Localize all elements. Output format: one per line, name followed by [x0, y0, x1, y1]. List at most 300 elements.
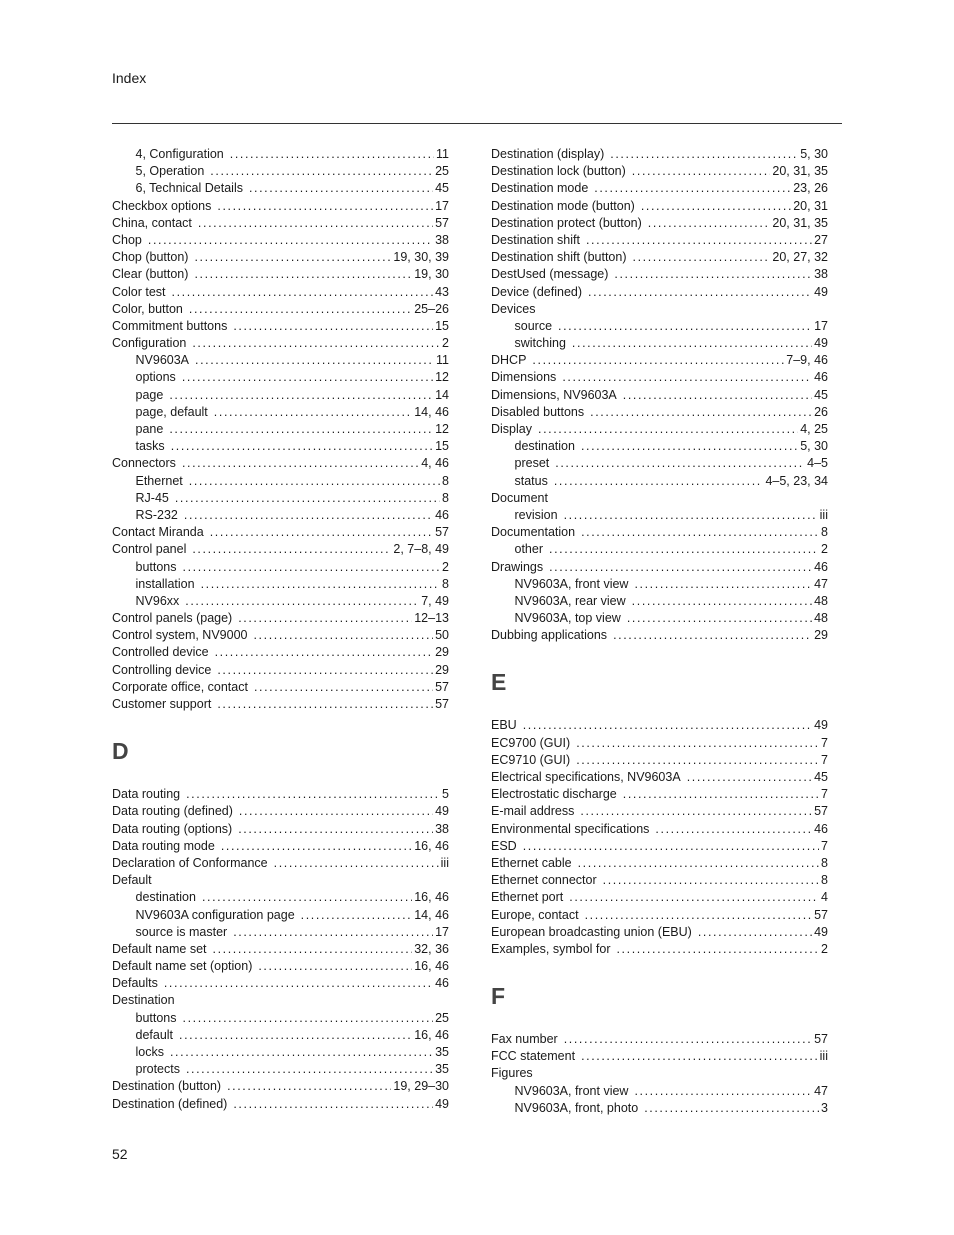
dot-leader — [171, 438, 433, 455]
index-column-left — [112, 146, 449, 1113]
index-term: Destination (button) — [112, 1079, 222, 1094]
index-term: Destination mode (button) — [491, 198, 635, 213]
dot-leader — [698, 924, 812, 941]
dot-leader — [182, 455, 419, 472]
index-entry — [491, 163, 828, 180]
index-entry — [112, 975, 449, 992]
dot-leader — [183, 559, 441, 576]
index-entry — [112, 610, 449, 627]
index-subentry — [112, 559, 449, 576]
page-references: 16, 46 — [414, 890, 449, 905]
index-term: Control panels (page) — [112, 611, 233, 626]
index-subentry — [112, 1061, 449, 1078]
page-references: 46 — [814, 821, 828, 836]
index-term: Declaration of Conformance — [112, 855, 268, 870]
page-references: 57 — [435, 525, 449, 540]
page-references: 2 — [821, 542, 828, 557]
dot-leader — [549, 541, 819, 558]
index-term: locks — [135, 1045, 164, 1059]
page-references: 43 — [435, 284, 449, 299]
index-subentry — [491, 507, 828, 524]
dot-leader — [182, 369, 433, 386]
index-entry — [112, 1096, 449, 1113]
dot-leader — [648, 215, 771, 232]
page-references: 15 — [435, 439, 449, 454]
index-term: EC9700 (GUI) — [491, 735, 571, 750]
page-references: 35 — [435, 1045, 449, 1059]
page-references: 16, 46 — [414, 1027, 449, 1042]
page-references: 45 — [814, 770, 828, 784]
index-term: Customer support — [112, 697, 212, 711]
index-entry — [112, 301, 449, 318]
dot-leader — [169, 421, 433, 438]
page-references: 2 — [442, 559, 449, 574]
index-term: Data routing mode — [112, 838, 215, 853]
index-term: RJ-45 — [135, 490, 169, 505]
index-term: status — [514, 473, 548, 488]
index-term: Color, button — [112, 301, 183, 316]
index-term: Ethernet connector — [491, 873, 597, 888]
index-entry — [491, 404, 828, 421]
index-entry — [112, 786, 449, 803]
dot-leader — [238, 610, 412, 627]
index-subentry — [491, 335, 828, 352]
index-subentry — [491, 541, 828, 558]
dot-leader — [655, 821, 812, 838]
index-entry — [491, 180, 828, 197]
index-subentry — [112, 889, 449, 906]
page-references: 57 — [435, 215, 449, 230]
page-references: 3 — [821, 1100, 828, 1115]
index-term: NV9603A — [135, 353, 190, 368]
dot-leader — [198, 215, 433, 232]
index-term: Data routing — [112, 787, 181, 802]
dot-leader — [576, 752, 819, 769]
index-term: revision — [514, 507, 558, 522]
dot-leader — [632, 593, 812, 610]
index-entry — [112, 524, 449, 541]
dot-leader — [627, 610, 812, 627]
page-references: iii — [819, 507, 828, 522]
dot-leader — [189, 301, 412, 318]
dot-leader — [523, 838, 819, 855]
index-entry — [491, 627, 828, 644]
page-references: 19, 30 — [414, 267, 449, 282]
index-term: Examples, symbol for — [491, 941, 611, 956]
index-term: NV9603A configuration page — [135, 907, 295, 922]
dot-leader — [644, 1100, 819, 1117]
index-term: Destination (defined) — [112, 1096, 228, 1111]
index-entry — [491, 524, 828, 541]
index-entry — [112, 803, 449, 820]
index-entry — [491, 266, 828, 283]
index-term: NV9603A, front, photo — [514, 1100, 639, 1115]
index-entry — [112, 821, 449, 838]
dot-leader — [253, 627, 433, 644]
dot-leader — [594, 180, 791, 197]
index-subentry — [112, 576, 449, 593]
page-references: 47 — [814, 576, 828, 591]
dot-leader — [213, 941, 413, 958]
page-number: 52 — [112, 1146, 128, 1162]
page-references: 12 — [435, 422, 449, 436]
index-entry — [112, 627, 449, 644]
index-entry — [491, 198, 828, 215]
index-term: ESD — [491, 838, 517, 853]
index-entry — [112, 855, 449, 872]
index-entry — [491, 215, 828, 232]
dot-leader — [634, 1083, 812, 1100]
index-subentry — [112, 490, 449, 507]
page-references: 29 — [814, 628, 828, 643]
index-subentry — [491, 473, 828, 490]
page-references: 27 — [814, 232, 828, 247]
index-term: Destination protect (button) — [491, 215, 642, 230]
index-term: Connectors — [112, 456, 176, 471]
page-references: iii — [819, 1049, 828, 1064]
dot-leader — [202, 889, 412, 906]
page-references: 48 — [814, 593, 828, 608]
page-references: 38 — [435, 232, 449, 247]
dot-leader — [148, 232, 433, 249]
header-rule — [112, 123, 842, 124]
page-references: 25 — [435, 1010, 449, 1025]
index-term: E-mail address — [491, 804, 575, 819]
page-references: 8 — [821, 525, 828, 540]
index-term: Destination mode — [491, 181, 589, 196]
page-references: 17 — [435, 198, 449, 213]
index-term: Chop (button) — [112, 250, 189, 265]
index-subentry — [112, 1044, 449, 1061]
index-entry — [491, 735, 828, 752]
page-references: 7–9, 46 — [786, 353, 828, 368]
dot-leader — [249, 180, 433, 197]
index-entry — [491, 1048, 828, 1065]
index-entry — [112, 215, 449, 232]
page-references: 2 — [442, 336, 449, 351]
dot-leader — [239, 803, 433, 820]
index-term: default — [135, 1027, 174, 1042]
dot-leader — [164, 975, 433, 992]
page-references: 49 — [814, 924, 828, 939]
index-term: European broadcasting union (EBU) — [491, 924, 692, 939]
index-entry — [491, 855, 828, 872]
index-term: Ethernet cable — [491, 855, 572, 870]
index-term: Controlled device — [112, 645, 209, 660]
index-entry — [491, 769, 828, 786]
dot-leader — [185, 593, 419, 610]
index-term: 5, Operation — [135, 164, 205, 179]
page-references: 46 — [435, 507, 449, 522]
dot-leader — [189, 473, 440, 490]
index-subentry — [491, 576, 828, 593]
index-term: Destination shift — [491, 232, 580, 247]
index-entry — [491, 786, 828, 803]
dot-leader — [194, 249, 391, 266]
index-entry — [491, 284, 828, 301]
index-term: Data routing (defined) — [112, 804, 233, 819]
dot-leader — [184, 507, 433, 524]
dot-leader — [523, 717, 812, 734]
index-term: Control system, NV9000 — [112, 628, 248, 643]
index-term: FCC statement — [491, 1049, 576, 1064]
page-references: 29 — [435, 645, 449, 660]
index-entry — [491, 559, 828, 576]
dot-leader — [585, 907, 813, 924]
page-references: 45 — [435, 181, 449, 196]
dot-leader — [172, 284, 434, 301]
index-entry — [491, 752, 828, 769]
page-references: 4 — [821, 890, 828, 905]
index-subentry — [112, 1010, 449, 1027]
page-references: 5, 30 — [800, 147, 828, 161]
dot-leader — [538, 421, 798, 438]
index-subentry — [491, 1100, 828, 1117]
page-references: 7, 49 — [421, 593, 449, 608]
index-entry — [112, 335, 449, 352]
index-term: Clear (button) — [112, 267, 189, 282]
index-entry — [112, 284, 449, 301]
dot-leader — [169, 387, 433, 404]
dot-leader — [564, 1031, 812, 1048]
index-term: page — [135, 387, 164, 402]
dot-leader — [233, 318, 433, 335]
index-entry — [112, 838, 449, 855]
page-references: 25 — [435, 164, 449, 179]
index-term: EC9710 (GUI) — [491, 752, 571, 767]
index-entry — [112, 696, 449, 713]
index-term: Destination shift (button) — [491, 250, 627, 265]
dot-leader — [554, 473, 764, 490]
index-term: buttons — [135, 559, 177, 574]
index-column-right — [491, 146, 828, 1117]
index-term: destination — [135, 890, 196, 905]
index-subentry — [112, 473, 449, 490]
index-term: Default — [112, 873, 152, 888]
page-references: 2 — [821, 941, 828, 956]
dot-leader — [201, 576, 440, 593]
page-references: 57 — [435, 679, 449, 694]
page-references: 16, 46 — [414, 959, 449, 974]
page-references: 19, 29–30 — [393, 1079, 449, 1094]
dot-leader — [623, 786, 819, 803]
index-entry — [112, 198, 449, 215]
running-header: Index — [112, 70, 147, 86]
index-entry — [112, 941, 449, 958]
index-term: Default name set — [112, 941, 207, 956]
page-references: 15 — [435, 318, 449, 333]
index-term: source is master — [135, 924, 228, 939]
index-term: 6, Technical Details — [135, 181, 243, 196]
page-references: 14, 46 — [414, 907, 449, 922]
dot-leader — [581, 1048, 818, 1065]
index-term: NV9603A, front view — [514, 576, 629, 591]
page-references: 20, 27, 32 — [772, 250, 828, 265]
index-term: protects — [135, 1062, 180, 1077]
page-references: 14 — [435, 387, 449, 402]
index-term: EBU — [491, 718, 517, 733]
dot-leader — [590, 404, 812, 421]
page-references: 4, 25 — [800, 422, 828, 436]
index-term: DHCP — [491, 353, 527, 368]
index-term: 4, Configuration — [135, 147, 224, 161]
index-subentry — [491, 610, 828, 627]
index-subentry — [112, 163, 449, 180]
index-term: NV96xx — [135, 593, 180, 608]
dot-leader — [230, 146, 434, 163]
index-term: Contact Miranda — [112, 525, 204, 540]
index-term: Destination lock (button) — [491, 164, 626, 179]
index-entry — [491, 232, 828, 249]
dot-leader — [258, 958, 412, 975]
index-entry — [491, 421, 828, 438]
index-subentry — [112, 352, 449, 369]
index-term: Dimensions, NV9603A — [491, 387, 617, 402]
index-term: Defaults — [112, 976, 158, 991]
index-subentry — [491, 318, 828, 335]
index-entry — [491, 821, 828, 838]
index-subentry — [112, 146, 449, 163]
index-term: switching — [514, 336, 566, 351]
index-term: Default name set (option) — [112, 959, 253, 974]
page-references: 2, 7–8, 49 — [393, 542, 449, 557]
page-references: 49 — [814, 718, 828, 733]
page-references: 47 — [814, 1083, 828, 1098]
page-references: 5 — [442, 787, 449, 802]
dot-leader — [221, 838, 412, 855]
page-references: 25–26 — [414, 301, 449, 316]
dot-leader — [210, 524, 433, 541]
page-references: 29 — [435, 662, 449, 677]
index-subentry — [112, 180, 449, 197]
page-references: 7 — [821, 752, 828, 767]
index-letter-heading: F — [491, 983, 506, 1010]
dot-leader — [301, 907, 413, 924]
index-term: Disabled buttons — [491, 404, 585, 419]
dot-leader — [233, 924, 433, 941]
dot-leader — [214, 404, 412, 421]
index-entry — [491, 490, 828, 507]
index-subentry — [112, 369, 449, 386]
index-term: page, default — [135, 404, 208, 419]
page-references: 50 — [435, 628, 449, 643]
index-entry — [491, 924, 828, 941]
dot-leader — [195, 352, 434, 369]
index-letter-heading: E — [491, 669, 507, 696]
index-term: buttons — [135, 1010, 177, 1025]
page-references: 8 — [442, 473, 449, 488]
dot-leader — [210, 163, 433, 180]
index-entry — [112, 249, 449, 266]
dot-leader — [192, 541, 391, 558]
page-references: 12 — [435, 370, 449, 385]
index-entry — [112, 958, 449, 975]
index-subentry — [112, 1027, 449, 1044]
index-term: DestUsed (message) — [491, 267, 609, 282]
dot-leader — [614, 266, 812, 283]
index-term: Europe, contact — [491, 907, 579, 922]
dot-leader — [175, 490, 440, 507]
index-term: Chop — [112, 232, 142, 247]
index-subentry — [491, 1083, 828, 1100]
page-references: 48 — [814, 611, 828, 626]
index-subentry — [112, 507, 449, 524]
page-references: 8 — [821, 873, 828, 888]
page-references: 20, 31, 35 — [772, 215, 828, 230]
page-references: 14, 46 — [414, 404, 449, 419]
index-term: Environmental specifications — [491, 821, 650, 836]
dot-leader — [581, 524, 819, 541]
index-entry — [112, 266, 449, 283]
page-references: 26 — [814, 404, 828, 419]
dot-leader — [170, 1044, 433, 1061]
page-references: 46 — [435, 976, 449, 991]
index-term: Fax number — [491, 1032, 558, 1047]
index-term: Checkbox options — [112, 198, 212, 213]
index-entry — [112, 679, 449, 696]
page-references: 11 — [436, 147, 449, 161]
index-term: installation — [135, 576, 195, 591]
index-entry — [112, 662, 449, 679]
page-references: 16, 46 — [414, 838, 449, 853]
index-entry — [491, 907, 828, 924]
page-references: 7 — [821, 735, 828, 750]
page-references: 8 — [821, 855, 828, 870]
index-term: Ethernet — [135, 473, 183, 488]
index-term: Destination — [112, 993, 175, 1008]
page-references: 57 — [814, 1032, 828, 1047]
index-entry — [112, 644, 449, 661]
index-entry — [112, 992, 449, 1009]
index-subentry — [112, 421, 449, 438]
index-term: options — [135, 370, 176, 385]
index-term: Dimensions — [491, 370, 557, 385]
index-term: pane — [135, 422, 164, 436]
page-references: 49 — [814, 284, 828, 299]
dot-leader — [217, 198, 433, 215]
index-entry — [491, 146, 828, 163]
dot-leader — [238, 821, 433, 838]
dot-leader — [183, 1010, 434, 1027]
dot-leader — [217, 662, 433, 679]
index-entry — [112, 1078, 449, 1095]
dot-leader — [215, 644, 434, 661]
index-term: Device (defined) — [491, 284, 583, 299]
page-references: 12–13 — [414, 611, 449, 626]
dot-leader — [532, 352, 784, 369]
dot-leader — [186, 786, 440, 803]
index-term: Document — [491, 490, 548, 505]
page-references: 4, 46 — [421, 456, 449, 471]
page-references: 38 — [435, 821, 449, 836]
index-term: Ethernet port — [491, 890, 564, 905]
index-subentry — [112, 924, 449, 941]
index-entry — [491, 387, 828, 404]
page-references: 49 — [435, 804, 449, 819]
dot-leader — [186, 1061, 433, 1078]
page-references: 5, 30 — [800, 439, 828, 454]
page-references: 57 — [435, 697, 449, 711]
page-references: 11 — [436, 353, 449, 368]
index-entry — [491, 1065, 828, 1082]
page-references: 4–5 — [807, 456, 828, 471]
dot-leader — [569, 889, 819, 906]
dot-leader — [274, 855, 439, 872]
dot-leader — [227, 1078, 391, 1095]
dot-leader — [233, 1096, 433, 1113]
page-references: 32, 36 — [414, 941, 449, 956]
index-entry — [112, 541, 449, 558]
